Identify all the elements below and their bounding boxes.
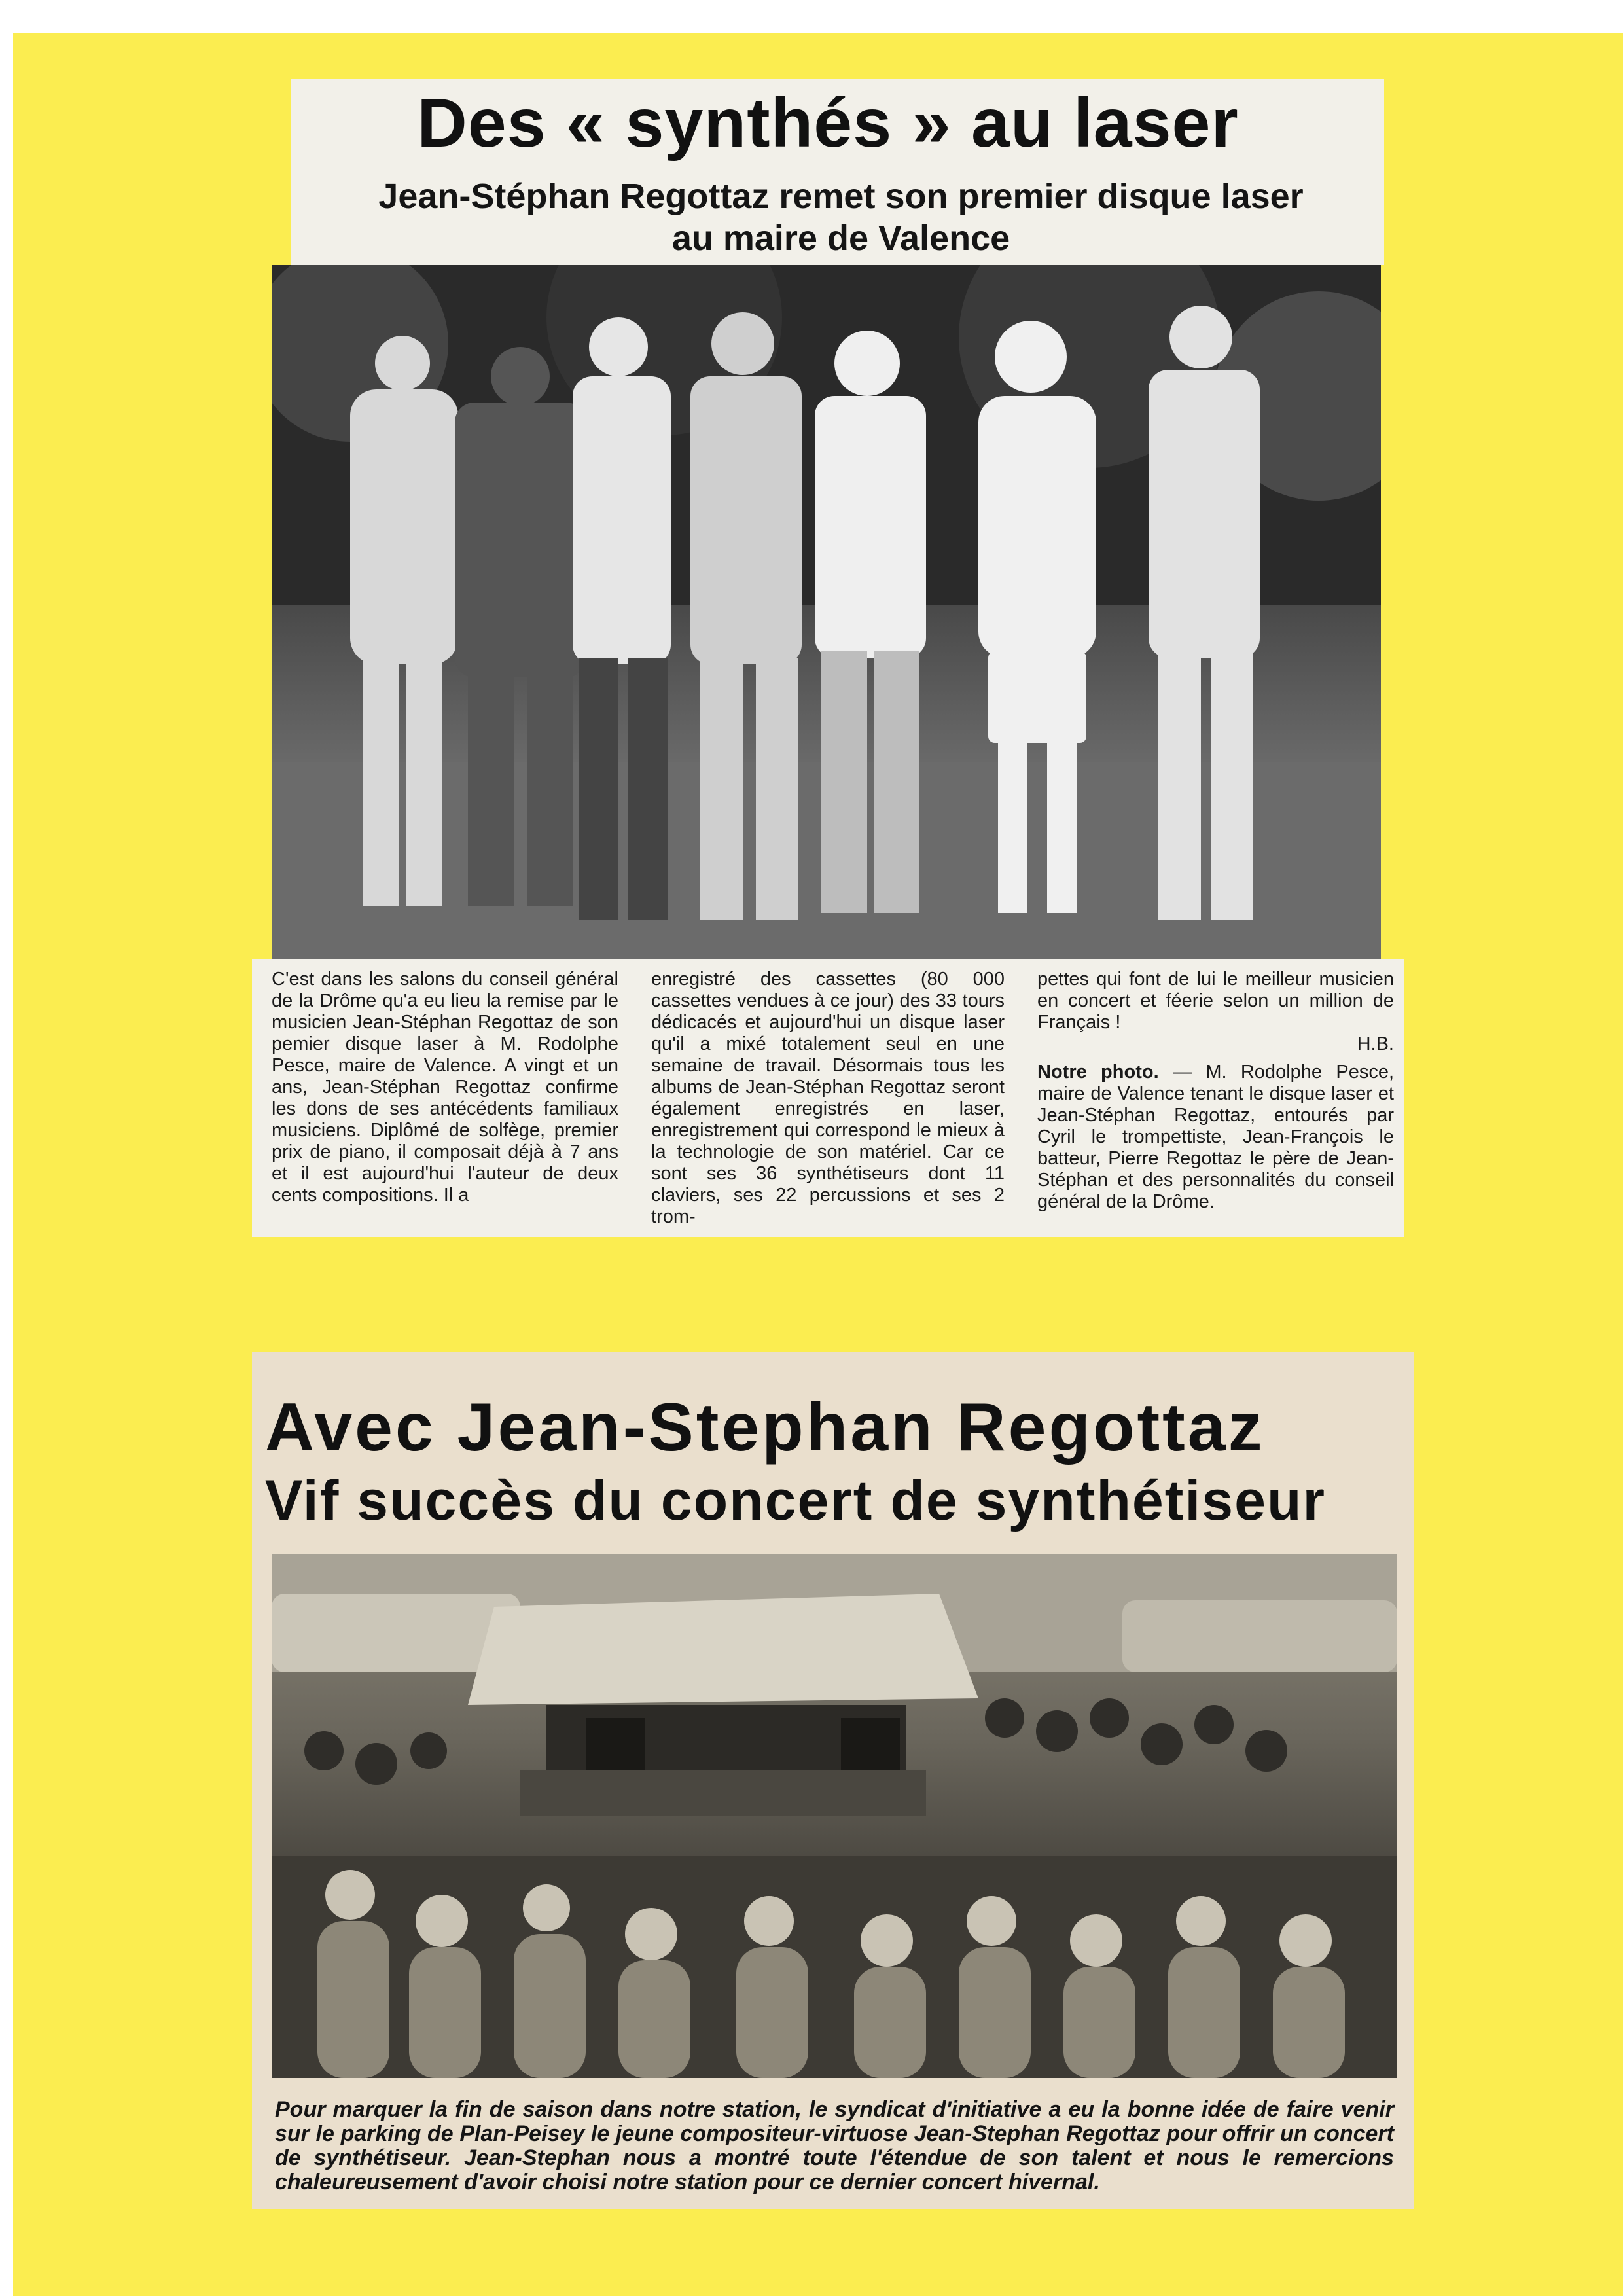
article2-concert-photo <box>272 1554 1397 2078</box>
article1-column-2 <box>651 969 1005 1228</box>
article2-headline: Avec Jean-Stephan Regottaz <box>265 1390 1265 1465</box>
article2-subheadline: Vif succès du concert de synthétiseur <box>265 1469 1326 1532</box>
article1-subheadline-line1: Jean-Stéphan Regottaz remet son premier disque laser <box>378 177 1304 216</box>
article1-subheadline-line2: au maire de Valence <box>671 219 1010 258</box>
article1-column-1-text: C'est dans les salons du conseil général de la Drôme qu'a eu lieu la remise par le musicien Jean-Stéphan Regottaz de son pemier disque laser à M. Rodolphe Pesce, maire de Valence. A vingt et un ans, Jean-Stéphan Regottaz confirme les dons de ses antécédents familiaux musiciens. Diplômé de solfège, premier prix de piano, il composait déjà à 7 ans et il est aujourd'hui l'auteur de deux cents compositions. Il a <box>272 969 618 1206</box>
newspaper-clipping-1 <box>252 79 1404 1237</box>
article2-caption: Pour marquer la fin de saison dans notre station, le syndicat d'initiative a eu la bonne idée de faire venir sur le parking de Plan-Peisey le jeune compositeur-virtuose Jean-Stephan Regottaz pour offrir un concert de synthétiseur. Jean-Stephan nous a montré toute l'étendue de son talent et nous le remercions chaleureusement d'avoir choisi notre station pour ce dernier concert hivernal. <box>275 2097 1394 2195</box>
article1-subheadline <box>285 175 1397 259</box>
article1-column-3-text: pettes qui font de lui le meilleur musicien en concert et féerie selon un million de Français ! <box>1037 969 1394 1033</box>
article1-column-3 <box>1037 969 1394 1213</box>
photo-caption-label: Notre photo. <box>1037 1062 1159 1083</box>
article1-headline: Des « synthés » au laser <box>417 84 1239 162</box>
photo-caption-text: — M. Rodolphe Pesce, maire de Valence tenant le disque laser et Jean-Stéphan Regottaz, entourés par Cyril le trompettiste, Jean-François le batteur, Pierre Regottaz le père de Jean-Stéphan et des personnalités du conseil général de la Drôme. <box>1037 1062 1395 1212</box>
article1-body <box>272 969 1395 1230</box>
article1-photo-caption <box>1037 1062 1394 1213</box>
group-photo-illustration <box>272 265 1381 959</box>
newspaper-clipping-2 <box>252 1352 1414 2209</box>
scan-top-margin <box>0 0 1623 33</box>
article1-signature: H.B. <box>1357 1033 1394 1054</box>
article1-column-2-text: enregistré des cassettes (80 000 cassettes vendues à ce jour) des 33 tours dédicacés et aujourd'hui un disque laser qu'il a mixé totalement seul en une semaine de travail. Désormais tous les albums de Jean-Stéphan Regottaz seront également enregistrés en laser, enregistrement qui correspond le mieux à la technologie de son matériel. Car ce sont ses 36 synthétiseurs dont 11 claviers, ses 22 percussions et ses 2 trom- <box>651 969 1005 1227</box>
concert-photo-illustration <box>272 1554 1397 2078</box>
article1-group-photo <box>272 265 1381 959</box>
article1-column-1 <box>272 969 618 1206</box>
